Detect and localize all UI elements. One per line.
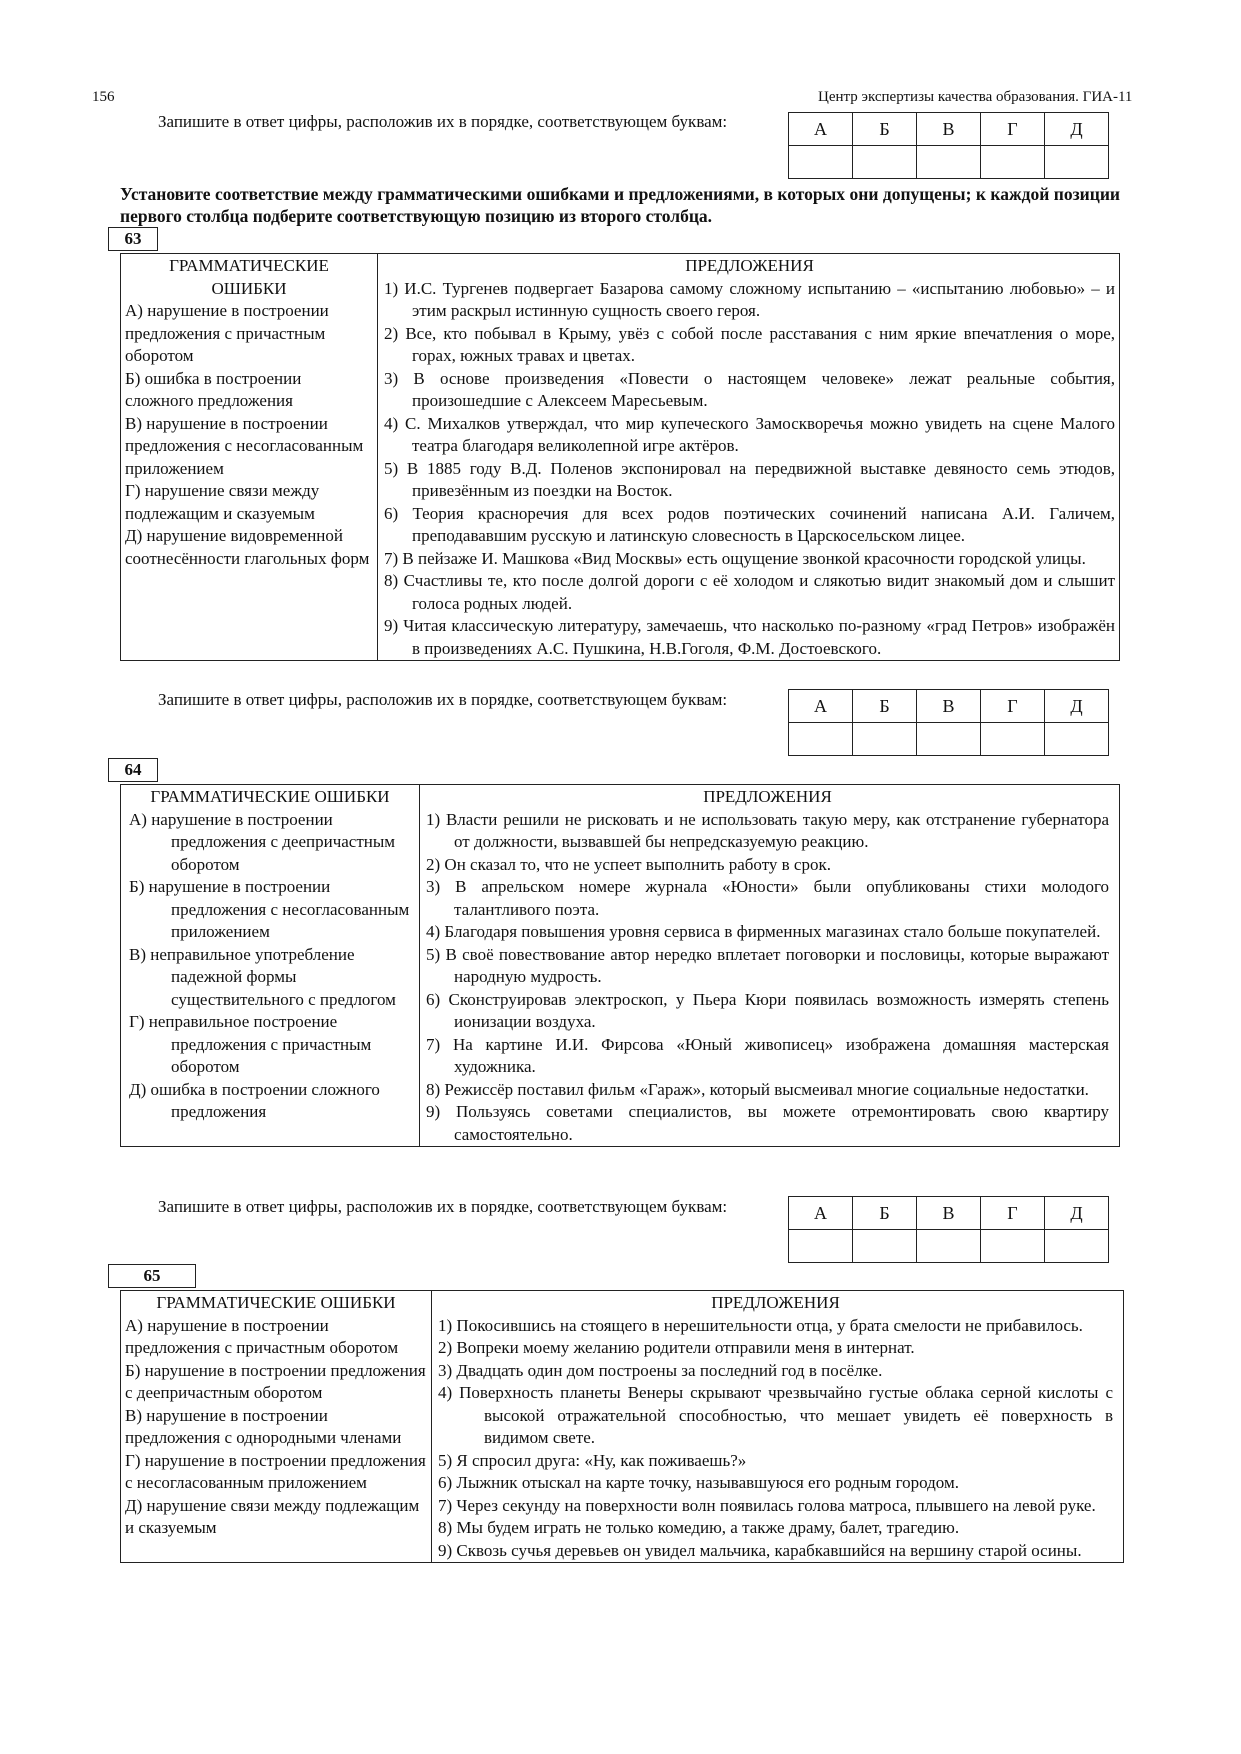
task-instruction: Установите соответствие между грамматическими ошибками и предложениями, в которых они допущены; к каждой позиции первого столбца подберите соответствующую позицию из второго столбца. bbox=[120, 184, 1120, 226]
answer-prompt-text: Запишите в ответ цифры, расположив их в порядке, соответствующем буквам: bbox=[158, 1197, 728, 1216]
answer-cell[interactable] bbox=[981, 146, 1045, 179]
error-item: Г) нарушение в построении предложения с несогласованным приложением bbox=[125, 1450, 426, 1492]
error-item: А) нарушение в построении предложения с причастным оборотом bbox=[125, 1315, 399, 1357]
answer-letter-g: Г bbox=[981, 113, 1045, 146]
error-item: Г) неправильное построение предложения с причастным оборотом bbox=[129, 1012, 372, 1076]
sentence-item: 6) Сконструировав электроскоп, у Пьера Кюри появилась возможность измерять степень ионизации воздуха. bbox=[426, 989, 1109, 1031]
error-item: Б) ошибка в построении сложного предложения bbox=[125, 368, 302, 410]
answer-letter-v: В bbox=[917, 113, 981, 146]
sentence-item: 4) С. Михалков утверждал, что мир купеческого Замоскворечья можно увидеть на сцене Малого театра благодаря великолепной игре актёров. bbox=[384, 413, 1115, 455]
error-item: А) нарушение в построении предложения с причастным оборотом bbox=[125, 301, 329, 365]
answer-cell[interactable] bbox=[1045, 1230, 1109, 1263]
error-item: В) нарушение в построении предложения с несогласованным приложением bbox=[125, 413, 364, 478]
answer-cell[interactable] bbox=[853, 146, 917, 179]
sentence-item: 9) Сквозь сучья деревьев он увидел мальчика, карабкавшийся на вершину старой осины. bbox=[438, 1540, 1082, 1560]
sentences-header: ПРЕДЛОЖЕНИЯ bbox=[703, 787, 832, 806]
answer-cell[interactable] bbox=[789, 1230, 853, 1263]
error-item: Д) нарушение связи между подлежащим и сказуемым bbox=[125, 1495, 420, 1537]
sentence-item: 2) Все, кто побывал в Крыму, увёз с собой после расставания с ним яркие впечатления о море, горах, южных травах и цветах. bbox=[384, 323, 1115, 365]
sentence-item: 8) Мы будем играть не только комедию, а также драму, балет, трагедию. bbox=[438, 1518, 960, 1537]
errors-column bbox=[121, 785, 420, 1147]
answer-letter-a: А bbox=[789, 113, 853, 146]
sentence-item: 8) Счастливы те, кто после долгой дороги с её холодом и слякотью видит знакомый дом и слышит голоса родных людей. bbox=[384, 571, 1115, 613]
answer-letter-a: А bbox=[789, 1197, 853, 1230]
errors-header: ГРАММАТИЧЕСКИЕ ОШИБКИ bbox=[156, 1293, 396, 1312]
sentence-item: 6) Теория красноречия для всех родов поэтических сочинений написана А.И. Галичем, преподававшим русскую и латинскую словесность в Царскосельском лицее. bbox=[384, 503, 1115, 545]
sentences-column bbox=[378, 254, 1120, 661]
error-item: В) нарушение в построении предложения с однородными членами bbox=[125, 1405, 402, 1447]
task-number-64: 64 bbox=[108, 758, 158, 782]
sentences-header: ПРЕДЛОЖЕНИЯ bbox=[711, 1293, 840, 1312]
error-item: Б) нарушение в построении предложения с деепричастным оборотом bbox=[125, 1360, 426, 1402]
error-item: Г) нарушение связи между подлежащим и сказуемым bbox=[125, 481, 320, 523]
answer-prompt bbox=[120, 689, 770, 710]
task-64-table bbox=[120, 784, 1120, 1147]
sentence-item: 3) Двадцать один дом построены за последний год в посёлке. bbox=[438, 1360, 883, 1380]
sentences-column bbox=[432, 1291, 1124, 1563]
task-number-65: 65 bbox=[108, 1264, 196, 1288]
sentence-item: 5) В 1885 году В.Д. Поленов экспонировал на передвижной выставке девяносто семь этюдов, привезённым из поездки на Восток. bbox=[384, 458, 1115, 500]
sentence-item: 3) В основе произведения «Повести о настоящем человеке» лежат реальные события, произошедшие с Алексеем Маресьевым. bbox=[384, 368, 1115, 410]
answer-letter-v: В bbox=[917, 1197, 981, 1230]
answer-cell[interactable] bbox=[853, 723, 917, 756]
error-item: Д) нарушение видовременной соотнесённости глагольных форм bbox=[125, 526, 370, 568]
answer-prompt bbox=[120, 111, 770, 132]
answer-grid bbox=[788, 112, 1109, 179]
answer-cell[interactable] bbox=[1045, 146, 1109, 179]
sentence-item: 3) В апрельском номере журнала «Юности» были опубликованы стихи молодого талантливого поэта. bbox=[426, 877, 1109, 919]
sentence-item: 1) Власти решили не рисковать и не использовать такую меру, как отстранение губернатора от должности, вызвавшей бы непредсказуемую реакцию. bbox=[426, 809, 1109, 851]
answer-letter-v: В bbox=[917, 690, 981, 723]
answer-prompt-text: Запишите в ответ цифры, расположив их в порядке, соответствующем буквам: bbox=[158, 112, 728, 131]
answer-letter-d: Д bbox=[1045, 1197, 1109, 1230]
errors-header: ГРАММАТИЧЕСКИЕ ОШИБКИ bbox=[169, 256, 329, 298]
sentence-item: 9) Пользуясь советами специалистов, вы можете отремонтировать свою квартиру самостоятельно. bbox=[426, 1102, 1109, 1144]
answer-letter-b: Б bbox=[853, 690, 917, 723]
sentence-item: 2) Вопреки моему желанию родители отправили меня в интернат. bbox=[438, 1338, 915, 1357]
errors-column bbox=[121, 254, 378, 661]
sentence-item: 7) В пейзаже И. Машкова «Вид Москвы» есть ощущение звонкой красочности городской улицы. bbox=[384, 548, 1086, 568]
answer-cell[interactable] bbox=[789, 723, 853, 756]
answer-prompt-text: Запишите в ответ цифры, расположив их в порядке, соответствующем буквам: bbox=[158, 690, 728, 709]
answer-cell[interactable] bbox=[853, 1230, 917, 1263]
sentence-item: 7) Через секунду на поверхности волн появилась голова матроса, плывшего на левой руке. bbox=[438, 1495, 1096, 1515]
page-number: 156 bbox=[92, 89, 115, 105]
answer-prompt bbox=[120, 1196, 770, 1217]
answer-cell[interactable] bbox=[789, 146, 853, 179]
errors-header: ГРАММАТИЧЕСКИЕ ОШИБКИ bbox=[150, 787, 390, 806]
answer-cell[interactable] bbox=[917, 723, 981, 756]
sentence-item: 5) Я спросил друга: «Ну, как поживаешь?» bbox=[438, 1450, 747, 1470]
sentence-item: 4) Поверхность планеты Венеры скрывают чрезвычайно густые облака серной кислоты с высокой отражательной способностью, что мешает увидеть её поверхность в видимом свете. bbox=[438, 1383, 1113, 1447]
answer-letter-d: Д bbox=[1045, 690, 1109, 723]
running-header: Центр экспертизы качества образования. ГИА-11 bbox=[818, 89, 1133, 105]
answer-grid-63 bbox=[788, 689, 1109, 756]
sentences-column bbox=[420, 785, 1120, 1147]
answer-grid-64 bbox=[788, 1196, 1109, 1263]
error-item: Д) ошибка в построении сложного предложения bbox=[129, 1079, 380, 1121]
task-65-table bbox=[120, 1290, 1124, 1563]
answer-cell[interactable] bbox=[1045, 723, 1109, 756]
answer-letter-b: Б bbox=[853, 1197, 917, 1230]
sentence-item: 1) И.С. Тургенев подвергает Базарова самому сложному испытанию – «испытанию любовью» – и этим раскрыл истинную сущность своего героя. bbox=[384, 278, 1115, 320]
answer-letter-d: Д bbox=[1045, 113, 1109, 146]
answer-letter-a: А bbox=[789, 690, 853, 723]
sentence-item: 8) Режиссёр поставил фильм «Гараж», который высмеивал многие социальные недостатки. bbox=[426, 1079, 1089, 1099]
error-item: А) нарушение в построении предложения с деепричастным оборотом bbox=[129, 809, 396, 874]
sentence-item: 7) На картине И.И. Фирсова «Юный живописец» изображена домашняя мастерская художника. bbox=[426, 1034, 1109, 1076]
errors-column bbox=[121, 1291, 432, 1563]
task-63-table bbox=[120, 253, 1120, 661]
answer-letter-g: Г bbox=[981, 1197, 1045, 1230]
error-item: Б) нарушение в построении предложения с несогласованным приложением bbox=[129, 877, 410, 941]
sentence-item: 9) Читая классическую литературу, замечаешь, что насколько по-разному «град Петров» изображён в произведениях А.С. Пушкина, Н.В.Гоголя, Ф.М. Достоевского. bbox=[384, 616, 1115, 658]
sentence-item: 6) Лыжник отыскал на карте точку, называвшуюся его родным городом. bbox=[438, 1473, 959, 1492]
answer-cell[interactable] bbox=[981, 723, 1045, 756]
sentence-item: 1) Покосившись на стоящего в нерешительности отца, у брата смелости не прибавилось. bbox=[438, 1315, 1083, 1335]
answer-cell[interactable] bbox=[917, 1230, 981, 1263]
sentence-item: 2) Он сказал то, что не успеет выполнить работу в срок. bbox=[426, 854, 831, 874]
answer-letter-g: Г bbox=[981, 690, 1045, 723]
sentence-item: 5) В своё повествование автор нередко вплетает поговорки и пословицы, которые выражают народную мудрость. bbox=[426, 944, 1109, 986]
error-item: В) неправильное употребление падежной формы существительного с предлогом bbox=[129, 944, 396, 1009]
sentences-header: ПРЕДЛОЖЕНИЯ bbox=[685, 256, 814, 275]
task-number-63: 63 bbox=[108, 227, 158, 251]
answer-letter-b: Б bbox=[853, 113, 917, 146]
answer-cell[interactable] bbox=[917, 146, 981, 179]
answer-cell[interactable] bbox=[981, 1230, 1045, 1263]
sentence-item: 4) Благодаря повышения уровня сервиса в фирменных магазинах стало больше покупателей. bbox=[426, 922, 1101, 941]
